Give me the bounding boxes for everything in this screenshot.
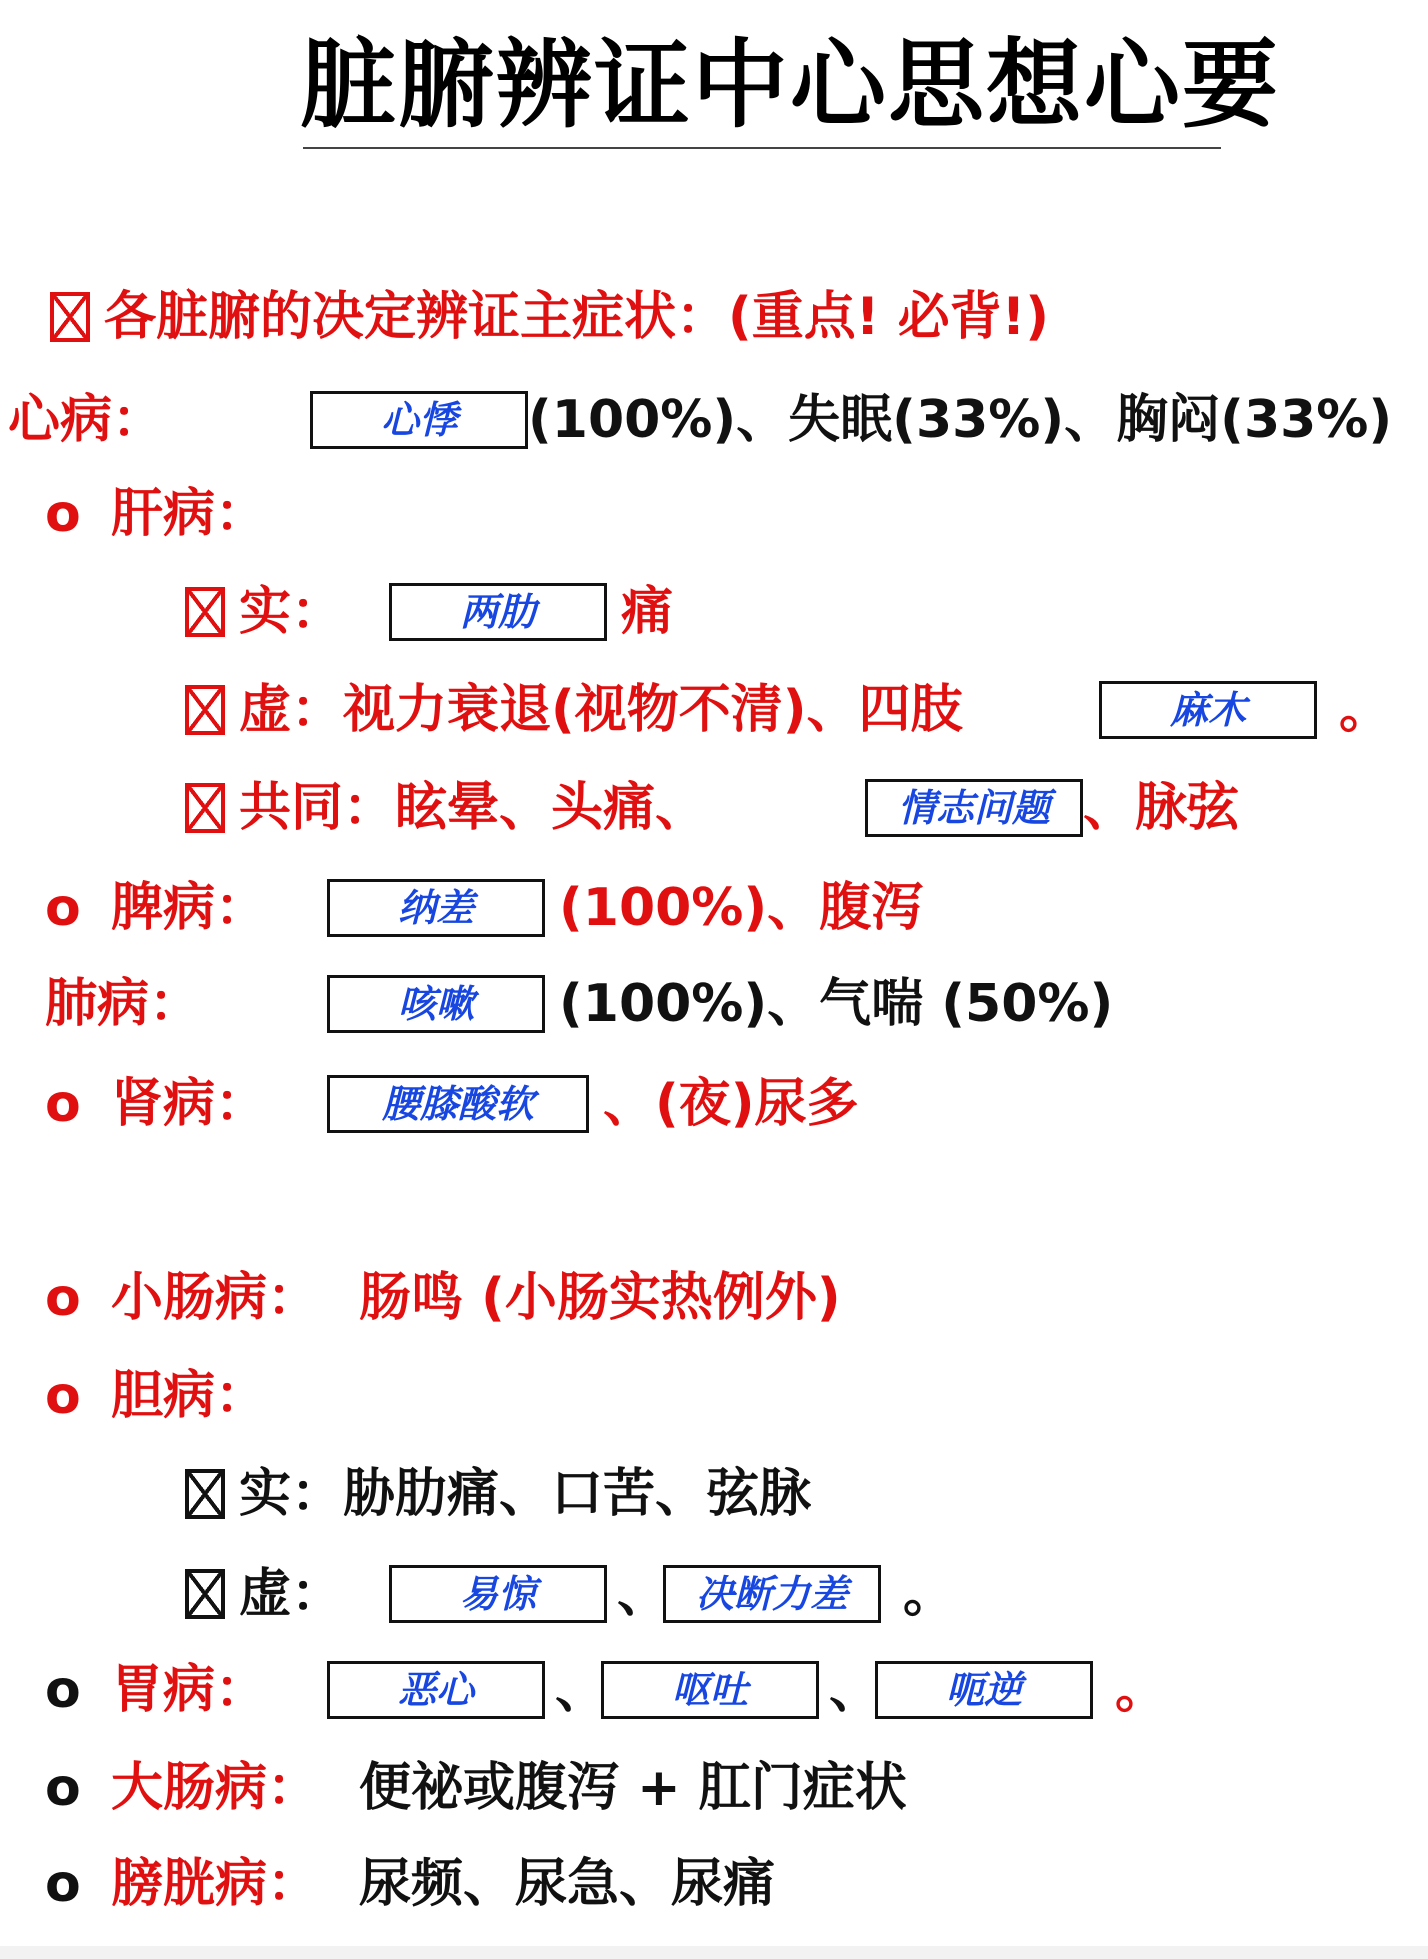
gan-xu-label: 虚：视力衰退(视物不清)、四肢 xyxy=(239,680,963,740)
row-gan-shi xyxy=(185,580,673,644)
pi-after: (100%)、腹泻 xyxy=(559,878,924,938)
bullet-icon: o xyxy=(45,1758,81,1818)
pangguang-label: 膀胱病： xyxy=(111,1854,320,1914)
title-underline xyxy=(303,147,1221,149)
gan-label: 肝病： xyxy=(111,484,268,544)
bullet-icon: o xyxy=(45,1854,81,1914)
gan-shi-after: 痛 xyxy=(621,582,674,642)
shen-answer-box: 腰膝酸软 xyxy=(327,1075,589,1133)
row-wei xyxy=(45,1658,1167,1722)
dan-xu-answer2-box: 决断力差 xyxy=(663,1565,881,1623)
dan-xu-after: 。 xyxy=(903,1564,956,1624)
wei-answer3-box: 呃逆 xyxy=(875,1661,1093,1719)
wei-sep2: 、 xyxy=(829,1660,882,1720)
gan-xu-after: 。 xyxy=(1339,680,1392,740)
dan-xu-answer1-box: 易惊 xyxy=(389,1565,607,1623)
bullet-icon: o xyxy=(45,1268,81,1328)
wei-answer1-box: 恶心 xyxy=(327,1661,545,1719)
shen-after: 、(夜)尿多 xyxy=(603,1074,859,1134)
fei-after: (100%)、气喘 (50%) xyxy=(559,974,1114,1034)
wei-answer2-box: 呕吐 xyxy=(601,1661,819,1719)
wei-sep1: 、 xyxy=(555,1660,608,1720)
pi-label: 脾病： xyxy=(111,878,268,938)
gan-gongtong-label: 共同：眩晕、头痛、 xyxy=(239,778,708,838)
wei-label: 胃病： xyxy=(111,1660,268,1720)
dan-xu-sep: 、 xyxy=(617,1564,670,1624)
dan-label: 胆病： xyxy=(111,1366,268,1426)
checkbox-icon xyxy=(185,587,225,637)
row-dan-shi xyxy=(185,1462,811,1526)
checkbox-icon xyxy=(50,292,90,342)
heading-text: 各脏腑的决定辨证主症状：(重点! 必背!) xyxy=(104,287,1050,347)
page-title: 脏腑辨证中心思想心要 xyxy=(300,29,1280,141)
row-fei xyxy=(45,972,1113,1036)
pangguang-text: 尿频、尿急、尿痛 xyxy=(359,1854,776,1914)
gan-gongtong-answer-box: 情志问题 xyxy=(865,779,1083,837)
fei-label: 肺病： xyxy=(45,974,202,1034)
wei-after: 。 xyxy=(1115,1660,1168,1720)
gan-shi-answer-box: 两肋 xyxy=(389,583,607,641)
row-xin xyxy=(8,388,1392,452)
row-gan-xu xyxy=(185,678,1391,742)
row-pangguang xyxy=(45,1852,775,1916)
gan-xu-answer-box: 麻木 xyxy=(1099,681,1317,739)
gan-shi-label: 实： xyxy=(239,582,344,642)
dan-shi-text: 胁肋痛、口苦、弦脉 xyxy=(343,1464,812,1524)
bullet-icon: o xyxy=(45,1074,81,1134)
row-gan xyxy=(45,482,267,546)
row-dachang xyxy=(45,1756,907,1820)
row-shen xyxy=(45,1072,859,1136)
bullet-icon: o xyxy=(45,1366,81,1426)
dachang-text: 便祕或腹泻 + 肛门症状 xyxy=(359,1758,907,1818)
section-heading xyxy=(50,285,1049,349)
footer-strip xyxy=(0,1946,1428,1959)
row-dan xyxy=(45,1364,267,1428)
dan-xu-label: 虚： xyxy=(239,1564,344,1624)
xin-answer-box: 心悸 xyxy=(310,391,528,449)
row-pi xyxy=(45,876,923,940)
shen-label: 肾病： xyxy=(111,1074,268,1134)
checkbox-icon xyxy=(185,1569,225,1619)
xin-after: (100%)、失眠(33%)、胸闷(33%) xyxy=(528,390,1393,450)
pi-answer-box: 纳差 xyxy=(327,879,545,937)
fei-answer-box: 咳嗽 xyxy=(327,975,545,1033)
xiaochang-text: 肠鸣 (小肠实热例外) xyxy=(359,1268,841,1328)
gan-gongtong-after: 、脉弦 xyxy=(1083,778,1240,838)
row-gan-gongtong xyxy=(185,776,1239,840)
xiaochang-label: 小肠病： xyxy=(111,1268,320,1328)
checkbox-icon xyxy=(185,685,225,735)
row-dan-xu xyxy=(185,1562,955,1626)
checkbox-icon xyxy=(185,1469,225,1519)
bullet-icon: o xyxy=(45,878,81,938)
dan-shi-label: 实： xyxy=(239,1464,344,1524)
bullet-icon: o xyxy=(45,484,81,544)
dachang-label: 大肠病： xyxy=(111,1758,320,1818)
bullet-icon: o xyxy=(45,1660,81,1720)
xin-label: 心病： xyxy=(8,390,165,450)
row-xiaochang xyxy=(45,1266,841,1330)
checkbox-icon xyxy=(185,783,225,833)
